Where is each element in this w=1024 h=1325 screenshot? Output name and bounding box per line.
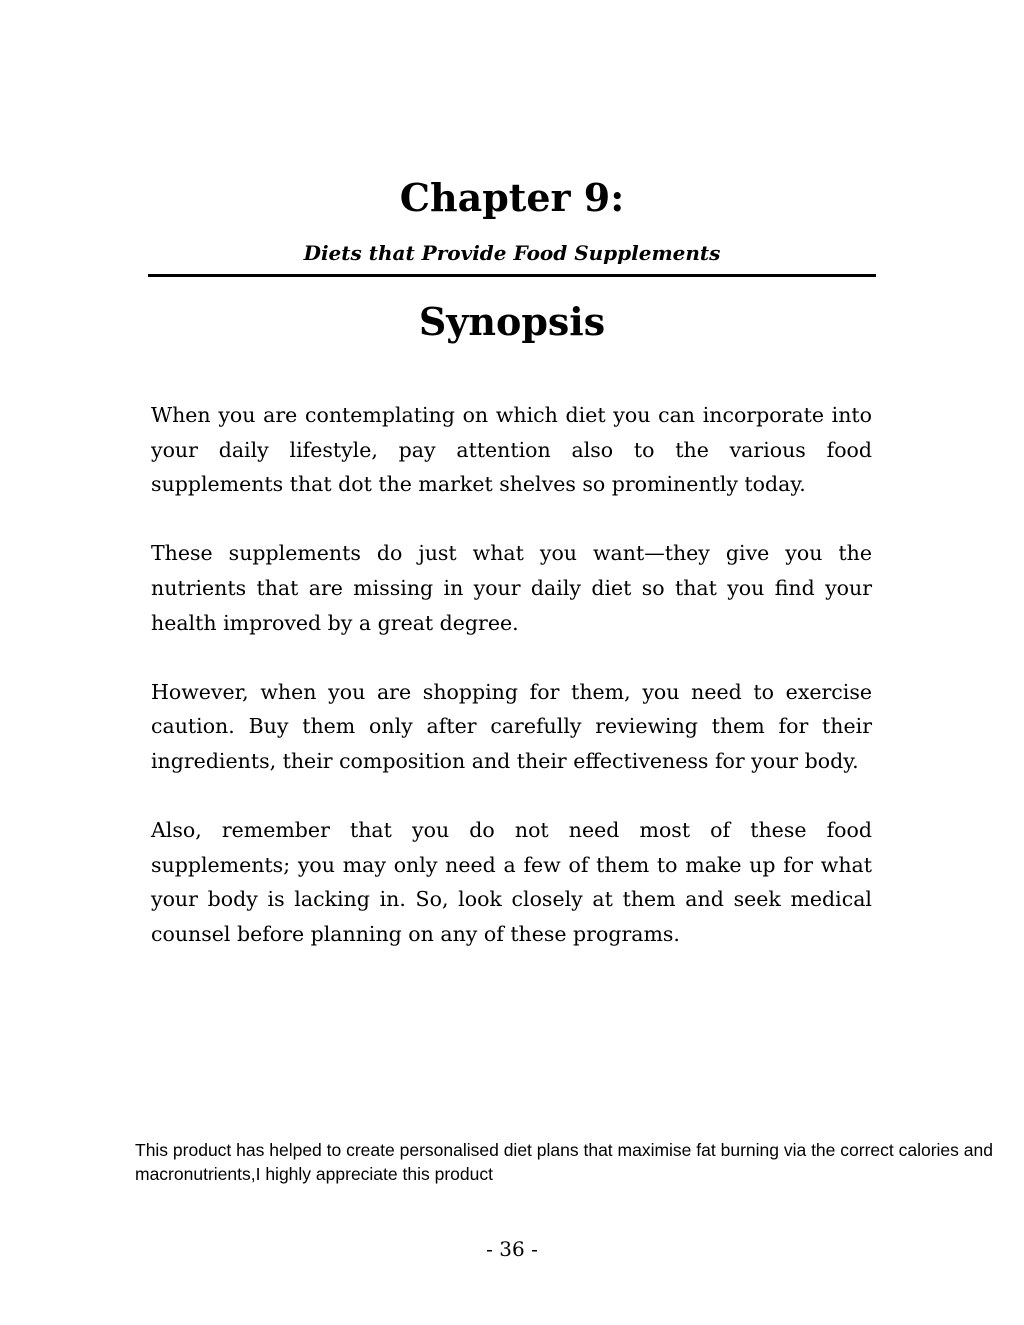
paragraph: When you are contemplating on which diet you can incorporate into your daily lifestyle, pay attention also to the various food supplements that dot the market shelves so prominently today. [151, 403, 872, 497]
title-divider [148, 274, 876, 277]
page-number: - 36 - [486, 1237, 538, 1261]
paragraph: However, when you are shopping for them, you need to exercise caution. Buy them only after carefully reviewing them for their ingredients, their composition and their effectiveness for your body. [151, 679, 872, 773]
section-heading: Synopsis [418, 299, 606, 344]
chapter-subtitle: Diets that Provide Food Supplements [303, 241, 721, 265]
paragraph: Also, remember that you do not need most of these food supplements; you may only need a few of them to make up for what your body is lacking in. So, look closely at them and seek medical counsel before planning on any of these programs. [151, 818, 872, 946]
synopsis-body [151, 398, 872, 986]
chapter-title: Chapter 9: [399, 175, 625, 220]
footer-note: This product has helped to create personalised diet plans that maximise fat burning via the correct calories and macronutrients,I highly appreciate this product [135, 1140, 993, 1184]
paragraph: These supplements do just what you want—they give you the nutrients that are missing in your daily diet so that you find your health improved by a great degree. [151, 541, 872, 635]
